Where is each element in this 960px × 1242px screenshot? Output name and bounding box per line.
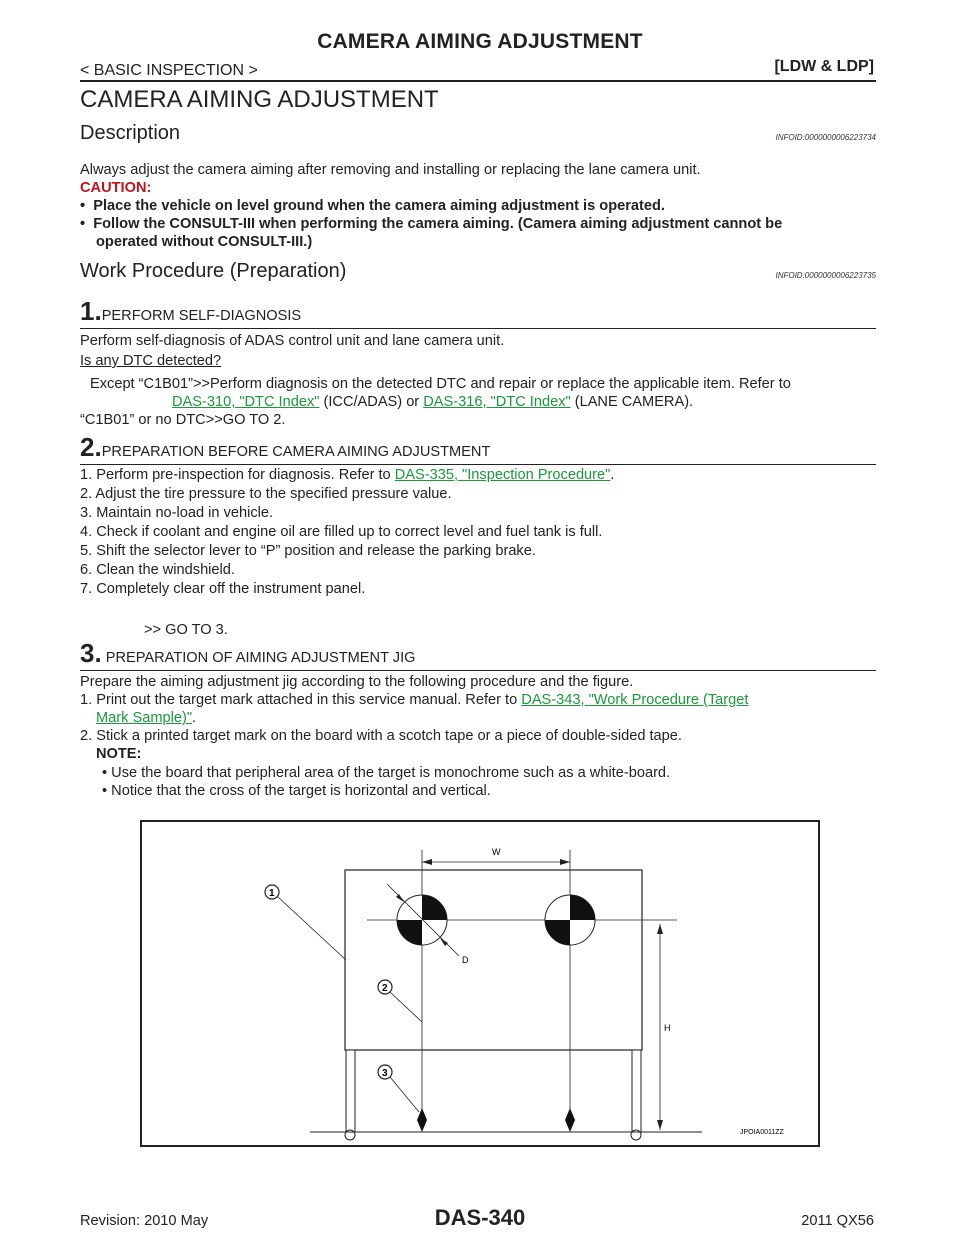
step-2-item: 5. Shift the selector lever to “P” position and release the parking brake.: [80, 543, 536, 559]
callout-1: [265, 885, 346, 960]
step-3-text: Prepare the aiming adjustment jig according to the following procedure and the figure.: [80, 674, 634, 690]
description-text: Always adjust the camera aiming after removing and installing or replacing the lane camera unit.: [80, 162, 701, 178]
target-mark-left: [397, 895, 447, 945]
h-arrow-top: [657, 924, 663, 934]
link-das-310[interactable]: DAS-310, "DTC Index": [172, 394, 320, 410]
target-board: [345, 870, 642, 1050]
item-end: .: [610, 467, 615, 483]
target-mark-right: [545, 895, 595, 945]
plumb-marker-right: [565, 1108, 575, 1132]
footer-model: 2011 QX56: [801, 1213, 874, 1229]
step-1-answer-2: “C1B01” or no DTC>>GO TO 2.: [80, 412, 286, 428]
step-1-question: Is any DTC detected?: [80, 353, 222, 369]
label-w: W: [492, 847, 501, 857]
figure-code: JPOIA0011ZZ: [740, 1129, 784, 1136]
step-2-item: 7. Completely clear off the instrument panel.: [80, 581, 366, 597]
note-item: • Notice that the cross of the target is horizontal and vertical.: [102, 783, 491, 799]
callout-1-text: 1: [269, 888, 275, 899]
step-3-item-1-cont: [96, 710, 196, 726]
w-arrow-left: [422, 859, 432, 865]
aiming-jig-diagram: [142, 822, 818, 1145]
caution-text: Place the vehicle on level ground when the camera aiming adjustment is operated.: [93, 198, 665, 214]
item-text: 1. Perform pre-inspection for diagnosis. Refer to: [80, 467, 395, 483]
step-rule: [80, 670, 876, 671]
caution-item: • Follow the CONSULT-III when performing the camera aiming. (Camera aiming adjustment cannot be: [80, 216, 783, 232]
description-heading: Description: [80, 122, 181, 144]
page-title: CAMERA AIMING ADJUSTMENT: [80, 86, 439, 113]
step-title: PREPARATION OF AIMING ADJUSTMENT JIG: [101, 650, 416, 666]
w-arrow-right: [560, 859, 570, 865]
figure-frame: [140, 820, 820, 1147]
footer-revision: Revision: 2010 May: [80, 1213, 209, 1229]
ref-mid: (ICC/ADAS) or: [319, 394, 424, 410]
step-2-item: 2. Adjust the tire pressure to the specified pressure value.: [80, 486, 452, 502]
header-title: CAMERA AIMING ADJUSTMENT: [317, 30, 643, 53]
header-tag: [LDW & LDP]: [774, 58, 874, 75]
label-d: D: [462, 955, 469, 965]
link-das-343-cont[interactable]: Mark Sample)": [96, 710, 193, 726]
step-3-header: [80, 638, 416, 669]
step-rule: [80, 464, 876, 465]
step-3-item-1: [80, 692, 748, 708]
step-3-item-2: 2. Stick a printed target mark on the board with a scotch tape or a piece of double-sided tape.: [80, 728, 682, 744]
footer-page-number: DAS-340: [434, 1205, 526, 1230]
step-2-item-1: [80, 467, 614, 483]
h-arrow-bottom: [657, 1120, 663, 1130]
item-end: .: [192, 710, 197, 726]
caution-text: Follow the CONSULT-III when performing the camera aiming. (Camera aiming adjustment cannot be: [93, 216, 783, 232]
caution-label: CAUTION:: [80, 180, 152, 196]
step-2-item: 3. Maintain no-load in vehicle.: [80, 505, 274, 521]
link-das-335[interactable]: DAS-335, "Inspection Procedure": [394, 467, 611, 483]
board-leg-left: [346, 1050, 355, 1132]
step-2-goto: >> GO TO 3.: [144, 622, 228, 638]
header-section: < BASIC INSPECTION >: [80, 62, 258, 79]
step-title: PERFORM SELF-DIAGNOSIS: [101, 308, 302, 324]
caution-item: • Place the vehicle on level ground when the camera aiming adjustment is operated.: [80, 198, 665, 214]
step-title: PREPARATION BEFORE CAMERA AIMING ADJUSTMENT: [101, 444, 491, 460]
header-rule: [80, 80, 876, 82]
label-h: H: [664, 1023, 671, 1033]
step-number: 2.: [80, 432, 102, 462]
step-1-header: [80, 296, 301, 327]
callout-3-text: 3: [382, 1068, 388, 1079]
callout-3: [378, 1065, 419, 1112]
step-number: 1.: [80, 296, 102, 326]
callout-2-text: 2: [382, 983, 388, 994]
item-text: 1. Print out the target mark attached in this service manual. Refer to: [80, 692, 522, 708]
step-1-answer-1-refs: [172, 394, 693, 410]
step-2-item: 6. Clean the windshield.: [80, 562, 235, 578]
step-number: 3.: [80, 638, 102, 668]
step-1-text: Perform self-diagnosis of ADAS control unit and lane camera unit.: [80, 333, 505, 349]
step-2-item: 4. Check if coolant and engine oil are filled up to correct level and fuel tank is full.: [80, 524, 603, 540]
ref-end: (LANE CAMERA).: [570, 394, 694, 410]
board-leg-right: [632, 1050, 641, 1132]
note-label: NOTE:: [96, 746, 142, 762]
work-infoid: INFOID:0000000006223735: [775, 271, 876, 280]
work-heading: Work Procedure (Preparation): [80, 260, 347, 282]
step-1-answer-1: Except “C1B01”>>Perform diagnosis on the detected DTC and repair or replace the applicable item. Refer to: [90, 376, 791, 392]
caution-text-cont: operated without CONSULT-III.): [96, 234, 313, 250]
link-das-316[interactable]: DAS-316, "DTC Index": [423, 394, 571, 410]
description-infoid: INFOID:0000000006223734: [775, 133, 876, 142]
note-item: • Use the board that peripheral area of the target is monochrome such as a white-board.: [102, 765, 671, 781]
step-2-header: [80, 432, 490, 463]
step-rule: [80, 328, 876, 329]
link-das-343[interactable]: DAS-343, "Work Procedure (Target: [521, 692, 749, 708]
